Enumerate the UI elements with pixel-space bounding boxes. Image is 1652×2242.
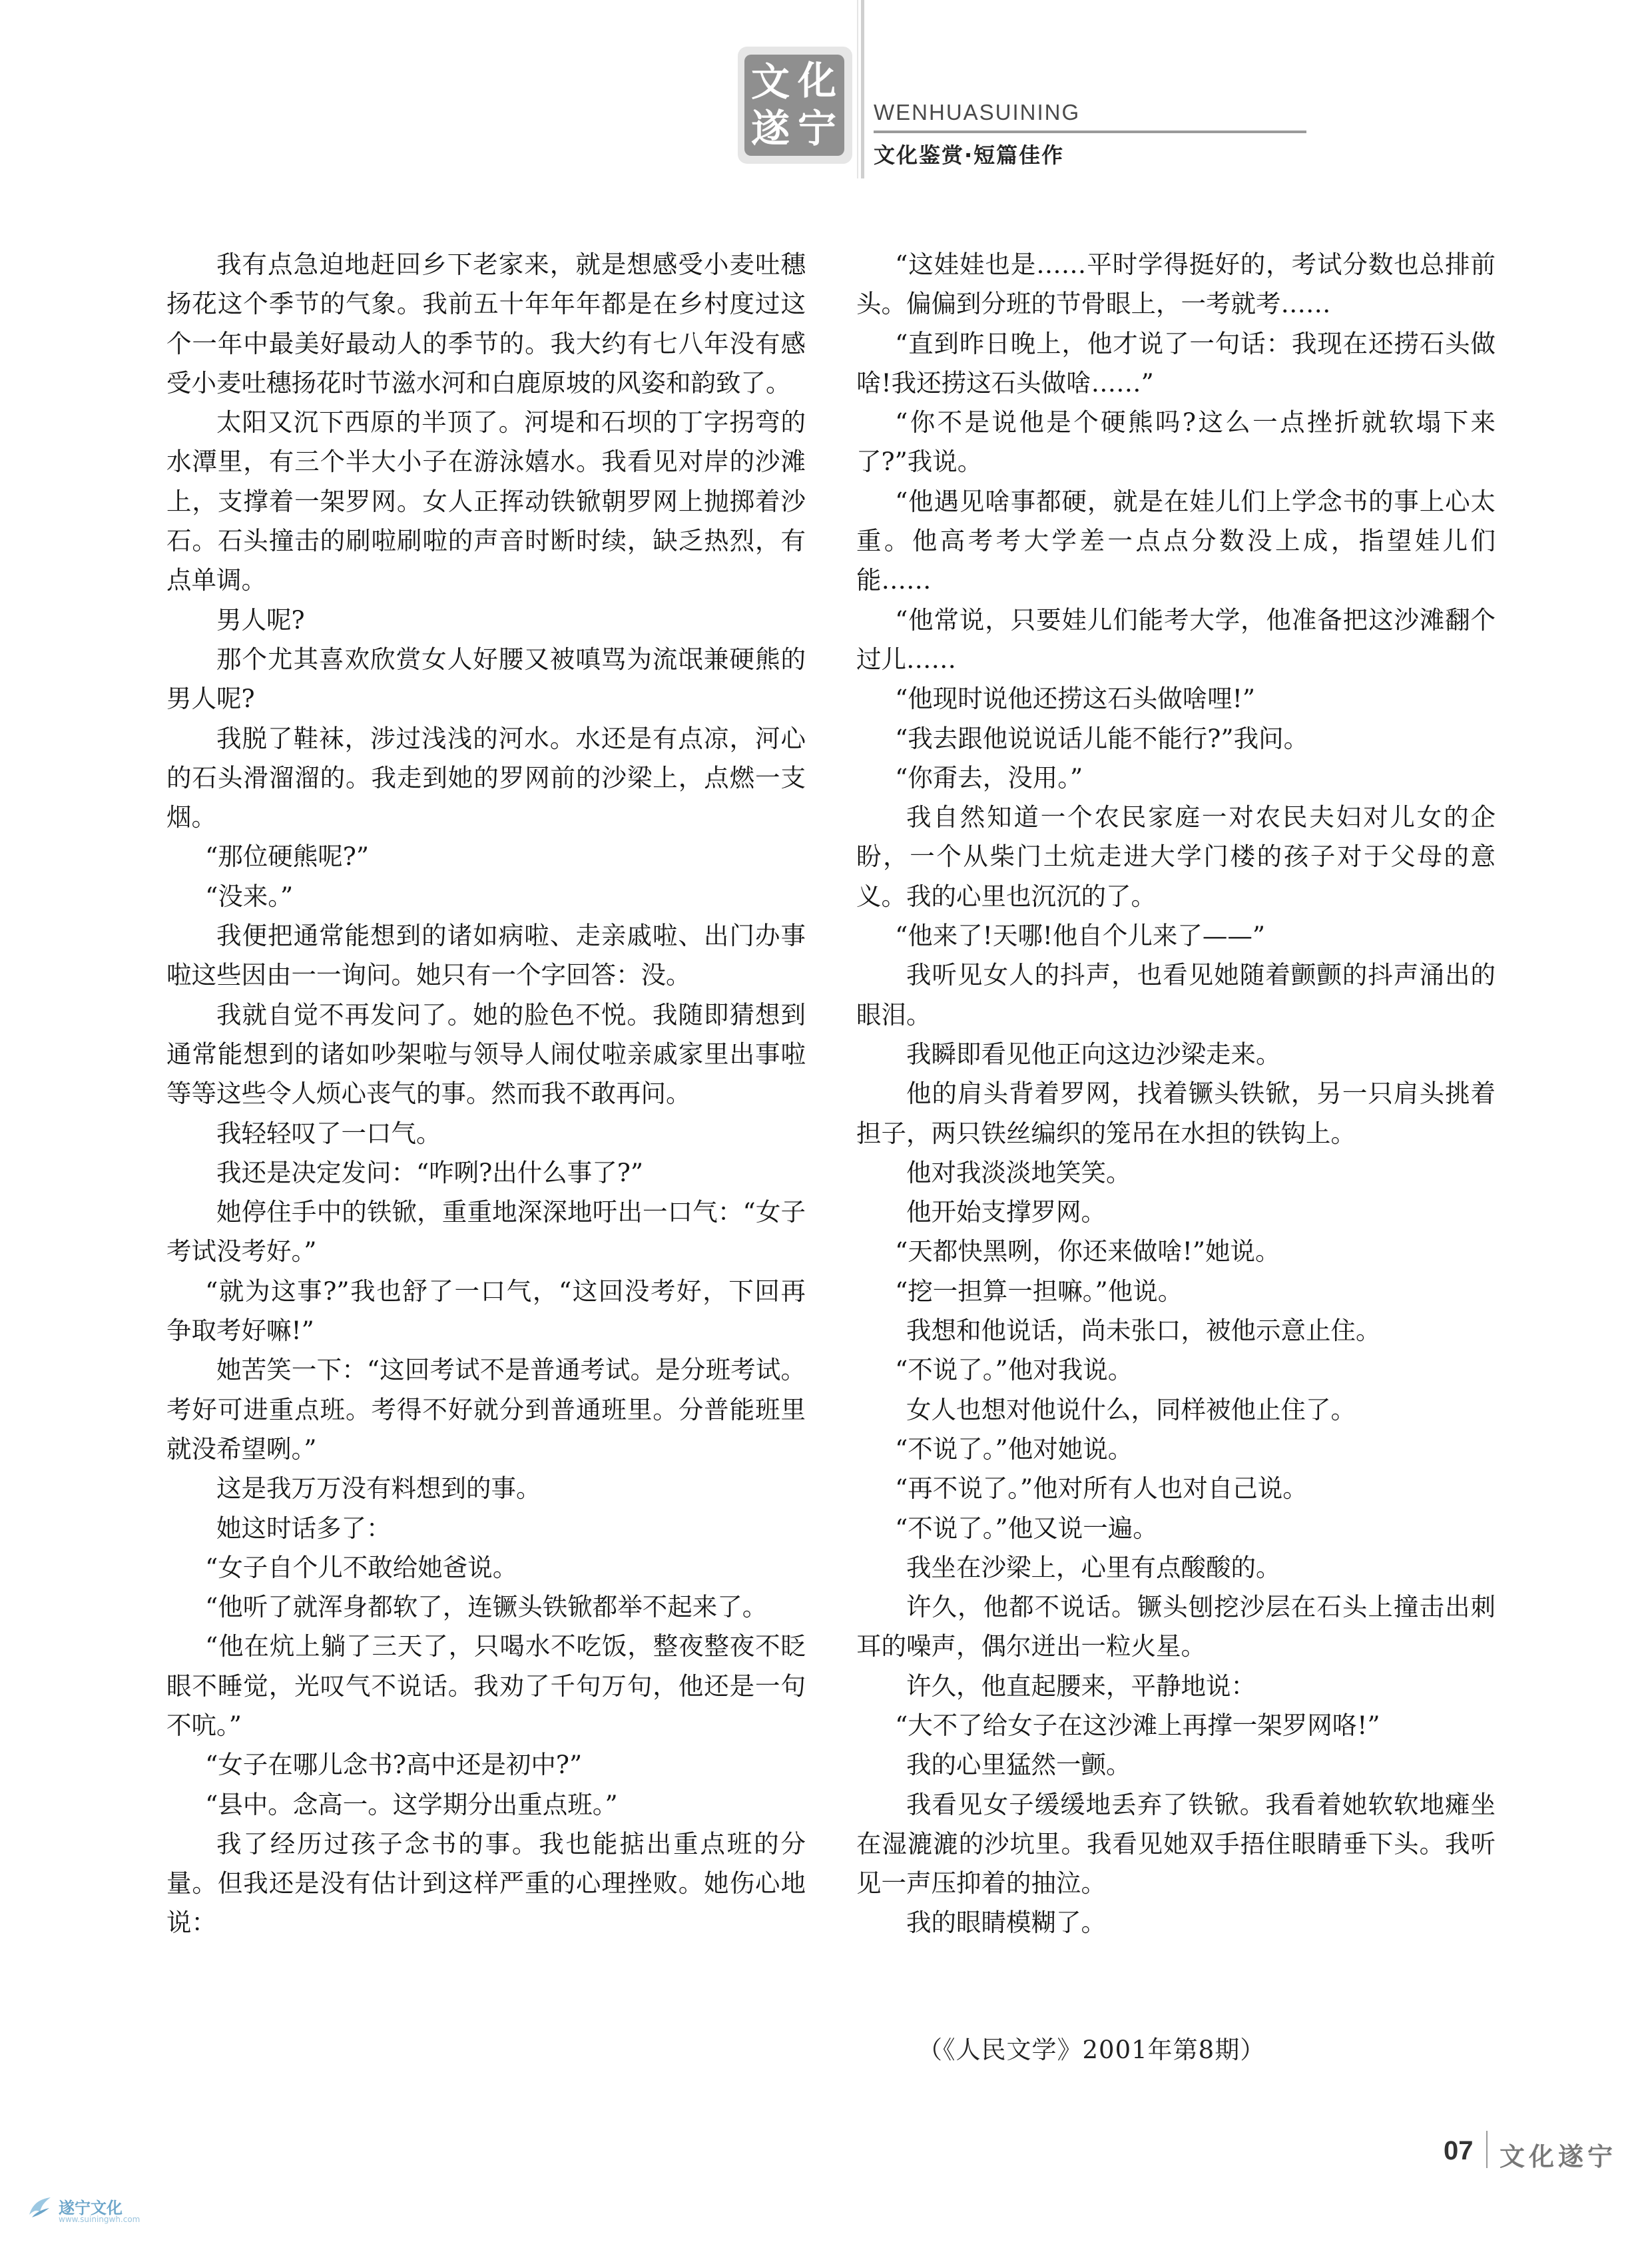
paragraph: “你甭去，没用。” [895,762,1083,792]
header-divider-thin [857,0,858,178]
paragraph: “天都快黑咧，你还来做啥!”她说。 [895,1237,1280,1266]
magazine-name-en: WENHUASUINING [874,100,1081,125]
paragraph: 我瞬即看见他正向这边沙梁走来。 [906,1039,1281,1069]
watermark-url: www.suiningwh.com [59,2215,140,2224]
paragraph: “你不是说他是个硬熊吗?这么一点挫折就软塌下来了?”我说。 [856,408,1496,477]
paragraph: “他现时说他还捞这石头做啥哩!” [895,684,1256,714]
paragraph: 我的心里猛然一颤。 [906,1750,1131,1780]
paragraph: 那个尤其喜欢欣赏女人好腰又被嗔骂为流氓兼硬熊的男人呢? [166,644,806,714]
paragraph: “这娃娃也是……平时学得挺好的，考试分数也总排前头。偏偏到分班的节骨眼上，一考就考…… [856,250,1496,319]
paragraph: 我想和他说话，尚未张口，被他示意止住。 [906,1316,1381,1346]
header-divider [861,0,864,178]
paragraph: “不说了。”他对我说。 [895,1355,1133,1385]
logo-char: 化 [797,58,836,103]
paragraph: 他的肩头背着罗网，找着镢头铁锨，另一只肩头挑着担子，两只铁丝编织的笼吊在水担的铁钩上。 [856,1079,1496,1148]
paragraph: 她这时话多了： [216,1513,392,1543]
paragraph: 我有点急迫地赶回乡下老家来，就是想感受小麦吐穗扬花这个季节的气象。我前五十年年年都是在乡村度过这个一年中最美好最动人的季节的。我大约有七八年没有感受小麦吐穗扬花时节滋水河和白鹿原坡的风姿和韵致了。 [166,250,806,398]
paragraph: 我坐在沙梁上，心里有点酸酸的。 [906,1552,1281,1582]
paragraph: “他遇见啥事都硬，就是在娃儿们上学念书的事上心太重。他高考考大学差一点点分数没上成，指望娃儿们能…… [856,486,1496,595]
paragraph: “大不了给女子在这沙滩上再撑一架罗网咯!” [895,1710,1380,1740]
paragraph: 我看见女子缓缓地丢弃了铁锨。我看着她软软地瘫坐在湿漉漉的沙坑里。我看见她双手捂住眼睛垂下头。我听见一声压抑着的抽泣。 [856,1789,1496,1898]
article-column-left [166,245,806,1943]
paragraph: 男人呢? [216,605,305,635]
paragraph: 他开始支撑罗网。 [906,1197,1106,1227]
magazine-logo-seal [744,55,844,156]
logo-char: 宁 [797,106,836,151]
logo-char: 文 [750,59,790,105]
paragraph: 我就自觉不再发问了。她的脸色不悦。我随即猜想到通常能想到的诸如吵架啦与领导人闹仗啦亲戚家里出事啦等等这些令人烦心丧气的事。然而我不敢再问。 [166,999,806,1109]
paragraph: 我的眼睛模糊了。 [906,1908,1106,1938]
paragraph: “没来。” [205,881,294,911]
page-number: 07 [1444,2136,1474,2165]
paragraph: “县中。念高一。这学期分出重点班。” [205,1789,618,1819]
paragraph: “挖一担算一担嘛。”他说。 [895,1276,1183,1306]
paragraph: 她苦笑一下：“这回考试不是普通考试。是分班考试。考好可进重点班。考得不好就分到普通班里。分普能班里就没希望咧。” [166,1355,806,1464]
paragraph: “直到昨日晚上，他才说了一句话：我现在还捞石头做啥!我还捞这石头做啥……” [856,328,1496,398]
footer-magazine-mark: 文化遂宁 [1500,2142,1617,2171]
paragraph: “他常说，只要娃儿们能考大学，他准备把这沙滩翻个过儿…… [856,605,1496,674]
paragraph: 她停住手中的铁锨，重重地深深地吁出一口气：“女子考试没考好。” [166,1197,806,1266]
paragraph: “我去跟他说说话儿能不能行?”我问。 [895,723,1309,753]
paragraph: “他在炕上躺了三天了，只喝水不吃饭，整夜整夜不眨眼不睡觉，光叹气不说话。我劝了千句万句，他还是一句不吭。” [166,1631,806,1740]
paragraph: 太阳又沉下西原的半顶了。河堤和石坝的丁字拐弯的水潭里，有三个半大小子在游泳嬉水。我看见对岸的沙滩上，支撑着一架罗网。女人正挥动铁锨朝罗网上抛掷着沙石。石头撞击的刷啦刷啦的声音时断时续，缺乏热烈，有点单调。 [166,408,806,595]
paragraph: 我听见女人的抖声，也看见她随着颤颤的抖声涌出的眼泪。 [856,960,1496,1029]
paragraph: “女子在哪儿念书?高中还是初中?” [205,1750,583,1780]
watermark-text: 遂宁文化 [59,2199,123,2217]
paragraph: 这是我万万没有料想到的事。 [216,1474,541,1504]
logo-char: 遂 [750,106,790,151]
paragraph: 我脱了鞋袜，涉过浅浅的河水。水还是有点凉，河心的石头滑溜溜的。我走到她的罗网前的沙梁上，点燃一支烟。 [166,723,806,832]
footer-divider [1486,2131,1488,2168]
paragraph: 女人也想对他说什么，同样被他止住了。 [906,1394,1356,1424]
paragraph: “他听了就浑身都软了，连镢头铁锨都举不起来了。 [205,1592,768,1622]
source-citation: （《人民文学》2001年第8期） [918,2036,1266,2064]
paragraph: “再不说了。”他对所有人也对自己说。 [895,1474,1308,1504]
paragraph: “就为这事?”我也舒了一口气，“这回没考好，下回再争取考好嘛!” [166,1276,806,1346]
article-column-right [856,245,1496,1943]
paragraph: 我便把通常能想到的诸如病啦、走亲戚啦、出门办事啦这些因由一一询问。她只有一个字回答：没。 [166,921,806,990]
watermark-wing-icon [27,2195,53,2221]
paragraph: “不说了。”他对她说。 [895,1434,1133,1464]
paragraph: “不说了。”他又说一遍。 [895,1513,1158,1543]
paragraph: “那位硬熊呢?” [205,842,370,872]
paragraph: “女子自个儿不敢给她爸说。 [205,1552,518,1582]
header-rule [874,131,1306,133]
paragraph: 许久，他直起腰来，平静地说： [906,1671,1256,1701]
paragraph: 我了经历过孩子念书的事。我也能掂出重点班的分量。但我还是没有估计到这样严重的心理挫败。她伤心地说： [166,1828,806,1938]
paragraph: 他对我淡淡地笑笑。 [906,1157,1131,1187]
paragraph: “他来了!天哪!他自个儿来了——” [895,921,1266,951]
paragraph: 我自然知道一个农民家庭一对农民夫妇对儿女的企盼，一个从柴门土炕走进大学门楼的孩子对于父母的意义。我的心里也沉沉的了。 [856,802,1496,911]
section-title: 文化鉴赏·短篇佳作 [874,142,1065,168]
paragraph: 我轻轻叹了一口气。 [216,1118,441,1148]
paragraph: 许久，他都不说话。镢头刨挖沙层在石头上撞击出刺耳的噪声，偶尔迸出一粒火星。 [856,1592,1496,1661]
paragraph: 我还是决定发问：“咋咧?出什么事了?” [216,1157,644,1187]
